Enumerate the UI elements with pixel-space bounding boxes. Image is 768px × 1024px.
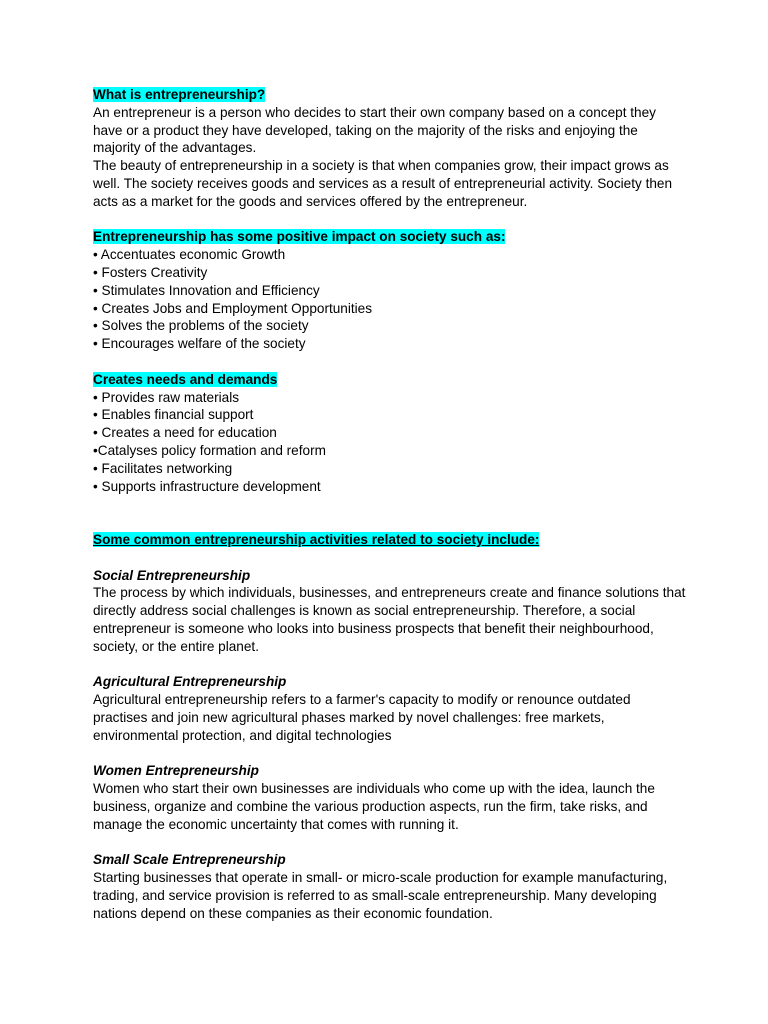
list-item: • Fosters Creativity [93, 264, 208, 280]
heading-text: What is entrepreneurship? [93, 87, 266, 102]
subheading-women: Women Entrepreneurship [93, 763, 259, 779]
list-item: • Creates a need for education [93, 425, 277, 441]
positive-impact-list [93, 246, 688, 353]
list-item: •Catalyses policy formation and reform [93, 442, 326, 458]
list-item: • Encourages welfare of the society [93, 336, 306, 352]
subheading-agricultural: Agricultural Entrepreneurship [93, 674, 287, 690]
spacer [93, 656, 688, 674]
list-item: • Solves the problems of the society [93, 318, 309, 334]
paragraph-beauty: The beauty of entrepreneurship in a society is that when companies grow, their impact grows as well. The society receives goods and services as a result of entrepreneurial activity. Society then acts as a market for the goods and services offered by the entrepreneur. [93, 158, 673, 209]
spacer [93, 353, 688, 371]
spacer [93, 744, 688, 762]
list-item: • Provides raw materials [93, 389, 240, 405]
spacer [93, 495, 688, 531]
needs-demands-list [93, 389, 688, 496]
spacer [93, 211, 688, 229]
heading-text: Some common entrepreneurship activities related to society include: [93, 531, 540, 547]
heading-positive-impact [93, 228, 688, 246]
list-item: • Creates Jobs and Employment Opportunities [93, 300, 373, 316]
list-item: • Accentuates economic Growth [93, 247, 286, 263]
paragraph-definition: An entrepreneur is a person who decides to start their own company based on a concept they have or a product they have developed, taking on the majority of the risks and enjoying the majority of the advantages. [93, 104, 656, 156]
heading-text: Entrepreneurship has some positive impact on society such as: [93, 229, 506, 245]
paragraph-small-scale: Starting businesses that operate in small- or micro-scale production for example manufacturing, trading, and service provision is referred to as small-scale entrepreneurship. Many developing nations depend on these companies as their economic foundation. [93, 870, 668, 921]
heading-what-is-entrepreneurship [93, 86, 688, 104]
spacer [93, 549, 688, 567]
paragraph-social: The process by which individuals, businesses, and entrepreneurs create and finance solutions that directly address social challenges is known as social entrepreneurship. Therefore, a social entrepreneur is someone who looks into business prospects that benefit their neighbourhood, society, or the entire planet. [93, 585, 686, 654]
subheading-social: Social Entrepreneurship [93, 567, 251, 583]
list-item: • Enables financial support [93, 407, 254, 423]
list-item: • Stimulates Innovation and Efficiency [93, 282, 320, 298]
paragraph-women: Women who start their own businesses are individuals who come up with the idea, launch the business, organize and combine the various production aspects, run the firm, take risks, and manage the economic uncertainty that comes with running it. [93, 781, 655, 832]
subheading-small-scale: Small Scale Entrepreneurship [93, 852, 286, 868]
paragraph-agricultural: Agricultural entrepreneurship refers to a farmer's capacity to modify or renounce outdated practises and join new agricultural phases marked by novel challenges: free markets, environmental protection, and digital technologies [93, 692, 631, 743]
heading-common-activities [93, 531, 688, 549]
heading-text: Creates needs and demands [93, 371, 278, 387]
spacer [93, 833, 688, 851]
list-item: • Supports infrastructure development [93, 478, 321, 494]
list-item: • Facilitates networking [93, 460, 233, 476]
heading-needs-and-demands [93, 371, 688, 389]
